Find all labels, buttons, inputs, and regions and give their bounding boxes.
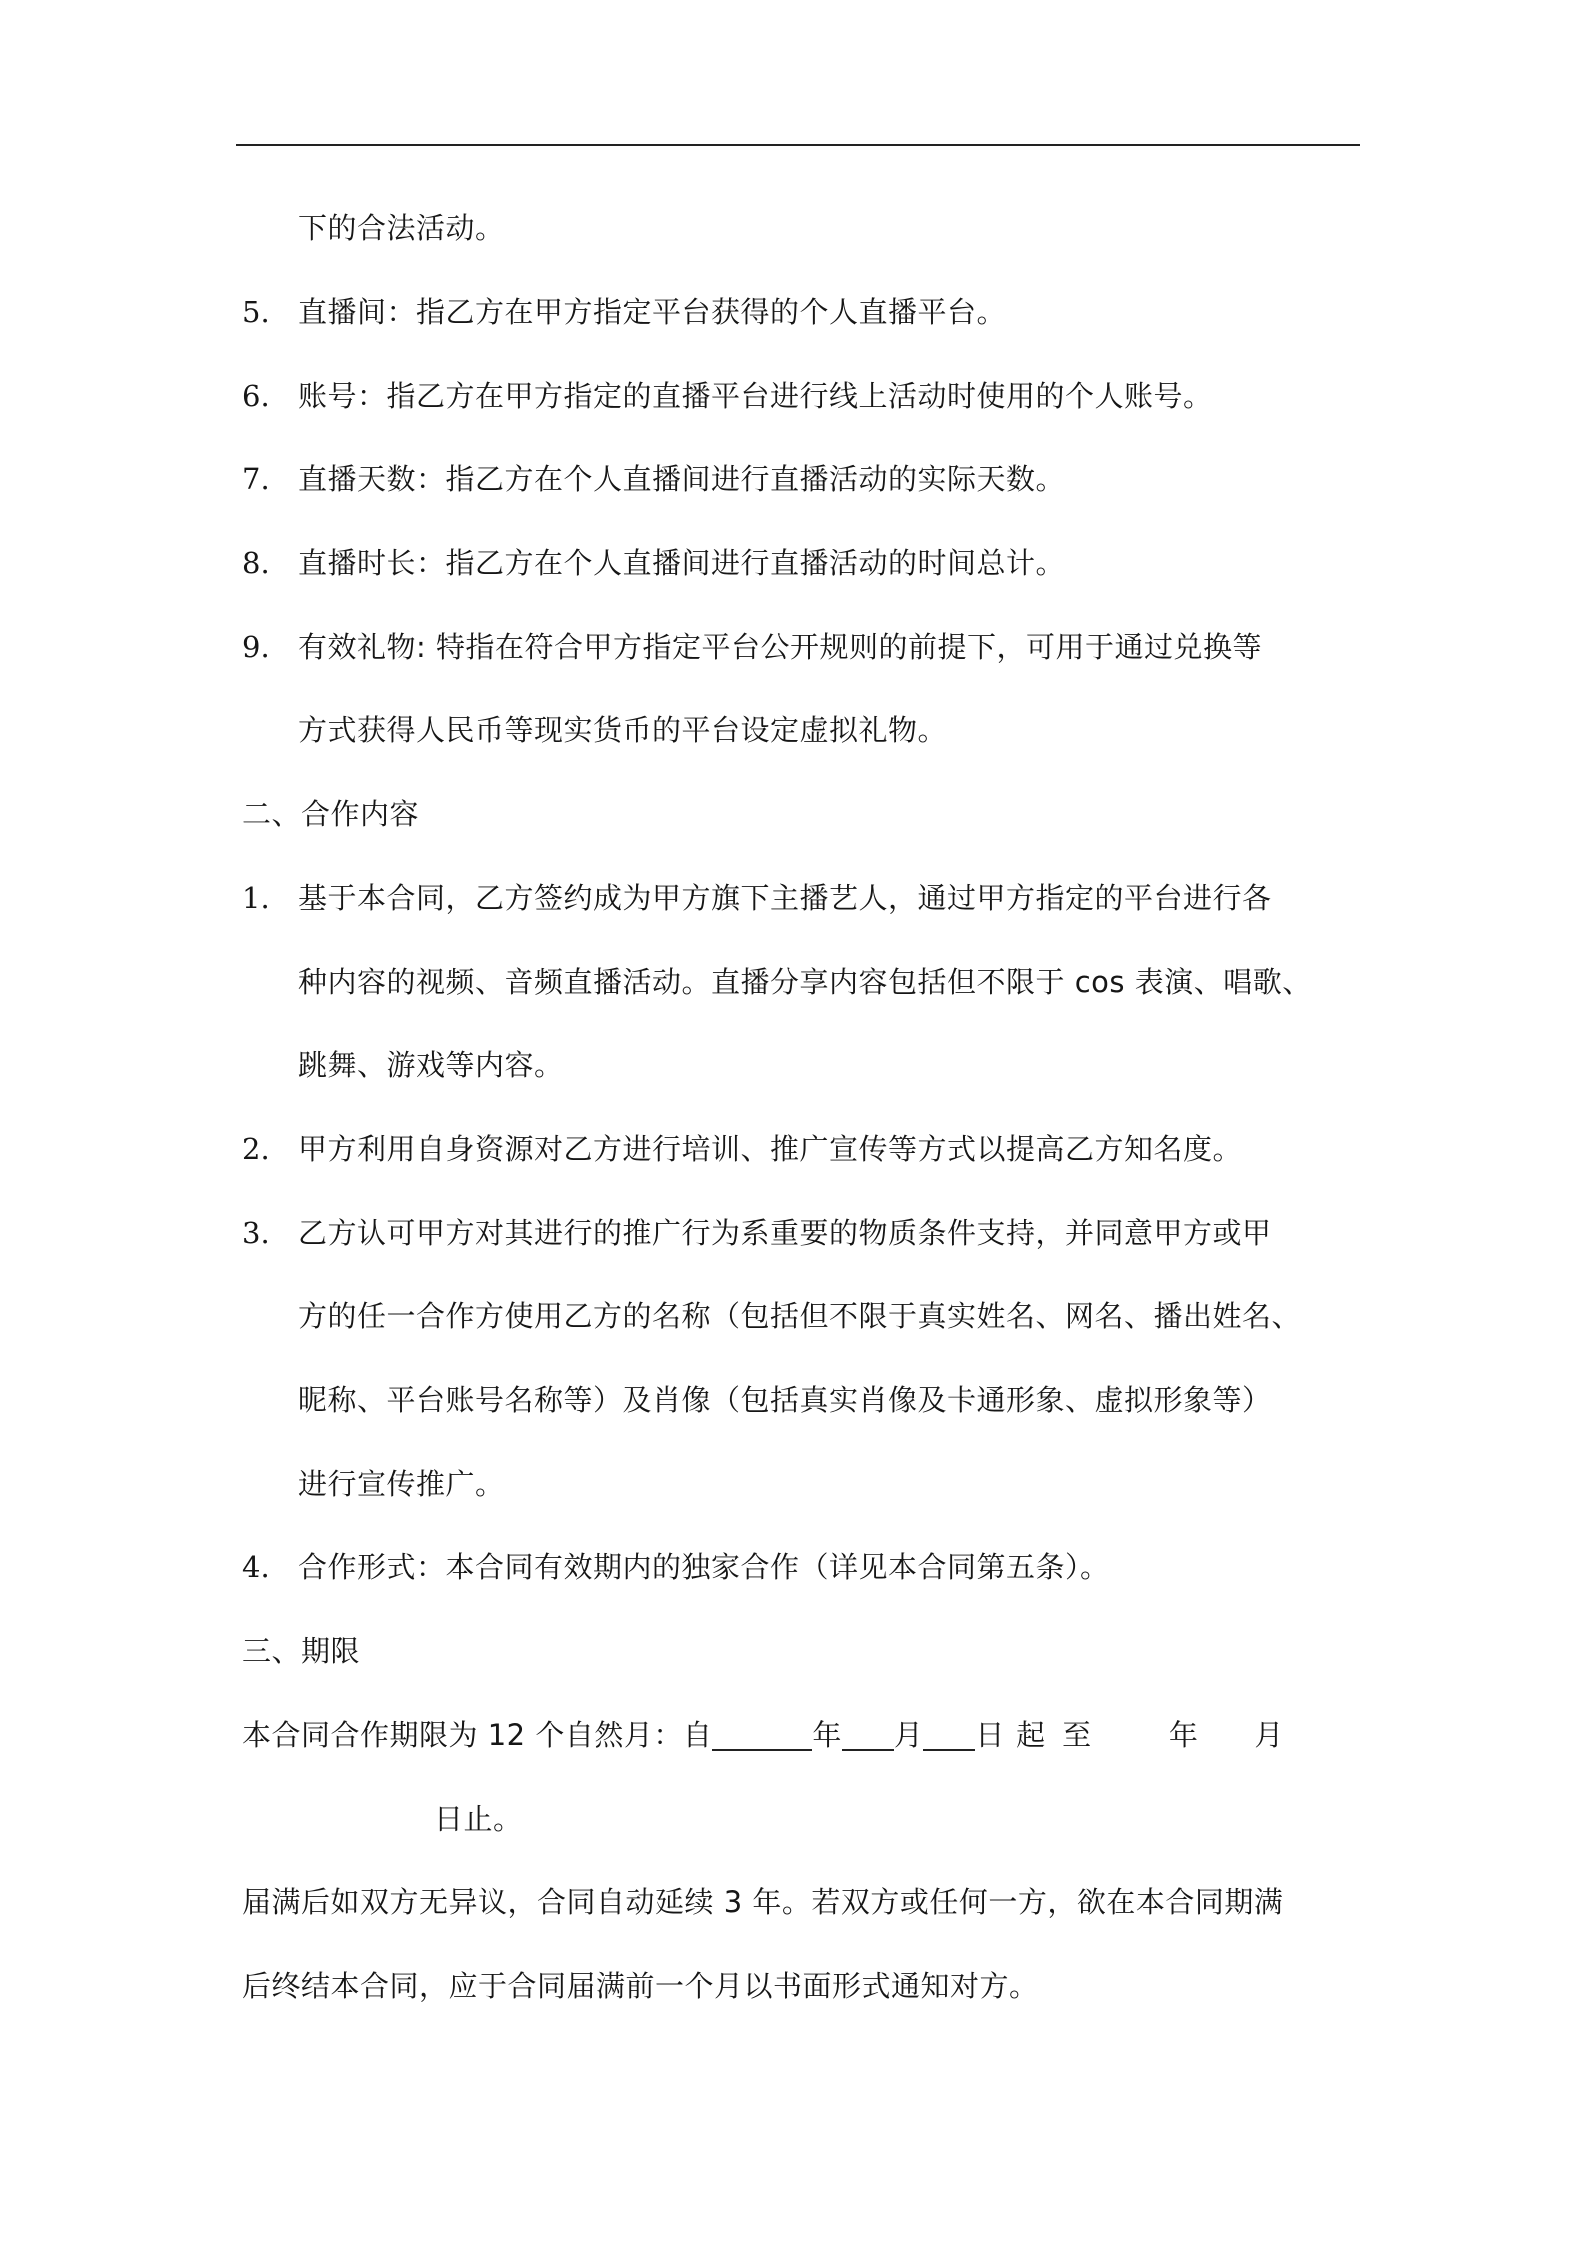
section-2-item-3-line1: 乙方认可甲方对其进行的推广行为系重要的物质条件支持，并同意甲方或甲	[298, 1216, 1272, 1250]
definition-7-text: 直播天数：指乙方在个人直播间进行直播活动的实际天数。	[298, 462, 1066, 496]
end-month-label: 月	[1254, 1718, 1284, 1752]
definition-8-text: 直播时长：指乙方在个人直播间进行直播活动的时间总计。	[298, 546, 1066, 580]
definition-7-number: 7.	[242, 462, 270, 496]
section-2-item-2-number: 2.	[242, 1132, 270, 1166]
term-line	[242, 1715, 1284, 1755]
start-year-blank[interactable]	[712, 1719, 812, 1751]
section-2-item-3-line2: 方的任一合作方使用乙方的名称（包括但不限于真实姓名、网名、播出姓名、	[298, 1299, 1302, 1333]
header-rule	[236, 144, 1360, 146]
section-2-item-1-line1: 基于本合同，乙方签约成为甲方旗下主播艺人，通过甲方指定的平台进行各	[298, 881, 1272, 915]
section-2-item-1-line3: 跳舞、游戏等内容。	[298, 1048, 564, 1082]
section-2-item-2-text: 甲方利用自身资源对乙方进行培训、推广宣传等方式以提高乙方知名度。	[298, 1132, 1243, 1166]
definition-6-text: 账号：指乙方在甲方指定的直播平台进行线上活动时使用的个人账号。	[298, 379, 1213, 413]
definition-9-line1: 有效礼物: 特指在符合甲方指定平台公开规则的前提下，可用于通过兑换等	[298, 630, 1262, 664]
section-3-heading: 三、期限	[242, 1634, 361, 1668]
section-2-item-3-number: 3.	[242, 1216, 270, 1250]
start-year-label: 年	[812, 1718, 842, 1752]
section-2-item-4-number: 4.	[242, 1550, 270, 1584]
definition-9-line2: 方式获得人民币等现实货币的平台设定虚拟礼物。	[298, 713, 948, 747]
term-end-line: 日止。	[434, 1802, 523, 1836]
term-prefix: 本合同合作期限为 12 个自然月：自	[242, 1718, 713, 1752]
renewal-line2: 后终结本合同，应于合同届满前一个月以书面形式通知对方。	[242, 1969, 1039, 2003]
end-year-label: 年	[1168, 1718, 1199, 1752]
start-month-label: 月	[893, 1718, 924, 1752]
renewal-line1: 届满后如双方无异议，合同自动延续 3 年。若双方或任何一方，欲在本合同期满	[242, 1885, 1284, 1919]
section-2-item-3-line4: 进行宣传推广。	[298, 1467, 505, 1501]
start-month-blank[interactable]	[842, 1719, 894, 1751]
zhi-label: 至	[1062, 1718, 1092, 1752]
definition-5-number: 5.	[242, 295, 270, 329]
definition-8-number: 8.	[242, 546, 270, 580]
start-day-blank[interactable]	[923, 1719, 975, 1751]
definition-6-number: 6.	[242, 379, 270, 413]
definition-4-continuation: 下的合法活动。	[298, 211, 505, 245]
section-2-item-1-line2: 种内容的视频、音频直播活动。直播分享内容包括但不限于 cos 表演、唱歌、	[298, 965, 1312, 999]
qi-label: 起	[1016, 1718, 1046, 1752]
definition-5-text: 直播间：指乙方在甲方指定平台获得的个人直播平台。	[298, 295, 1007, 329]
definition-9-number: 9.	[242, 630, 270, 664]
section-2-item-4-text: 合作形式：本合同有效期内的独家合作（详见本合同第五条）。	[298, 1550, 1110, 1584]
start-day-label: 日	[975, 1718, 1005, 1752]
section-2-heading: 二、合作内容	[242, 797, 420, 831]
section-2-item-3-line3: 昵称、平台账号名称等）及肖像（包括真实肖像及卡通形象、虚拟形象等）	[298, 1383, 1272, 1417]
section-2-item-1-number: 1.	[242, 881, 270, 915]
